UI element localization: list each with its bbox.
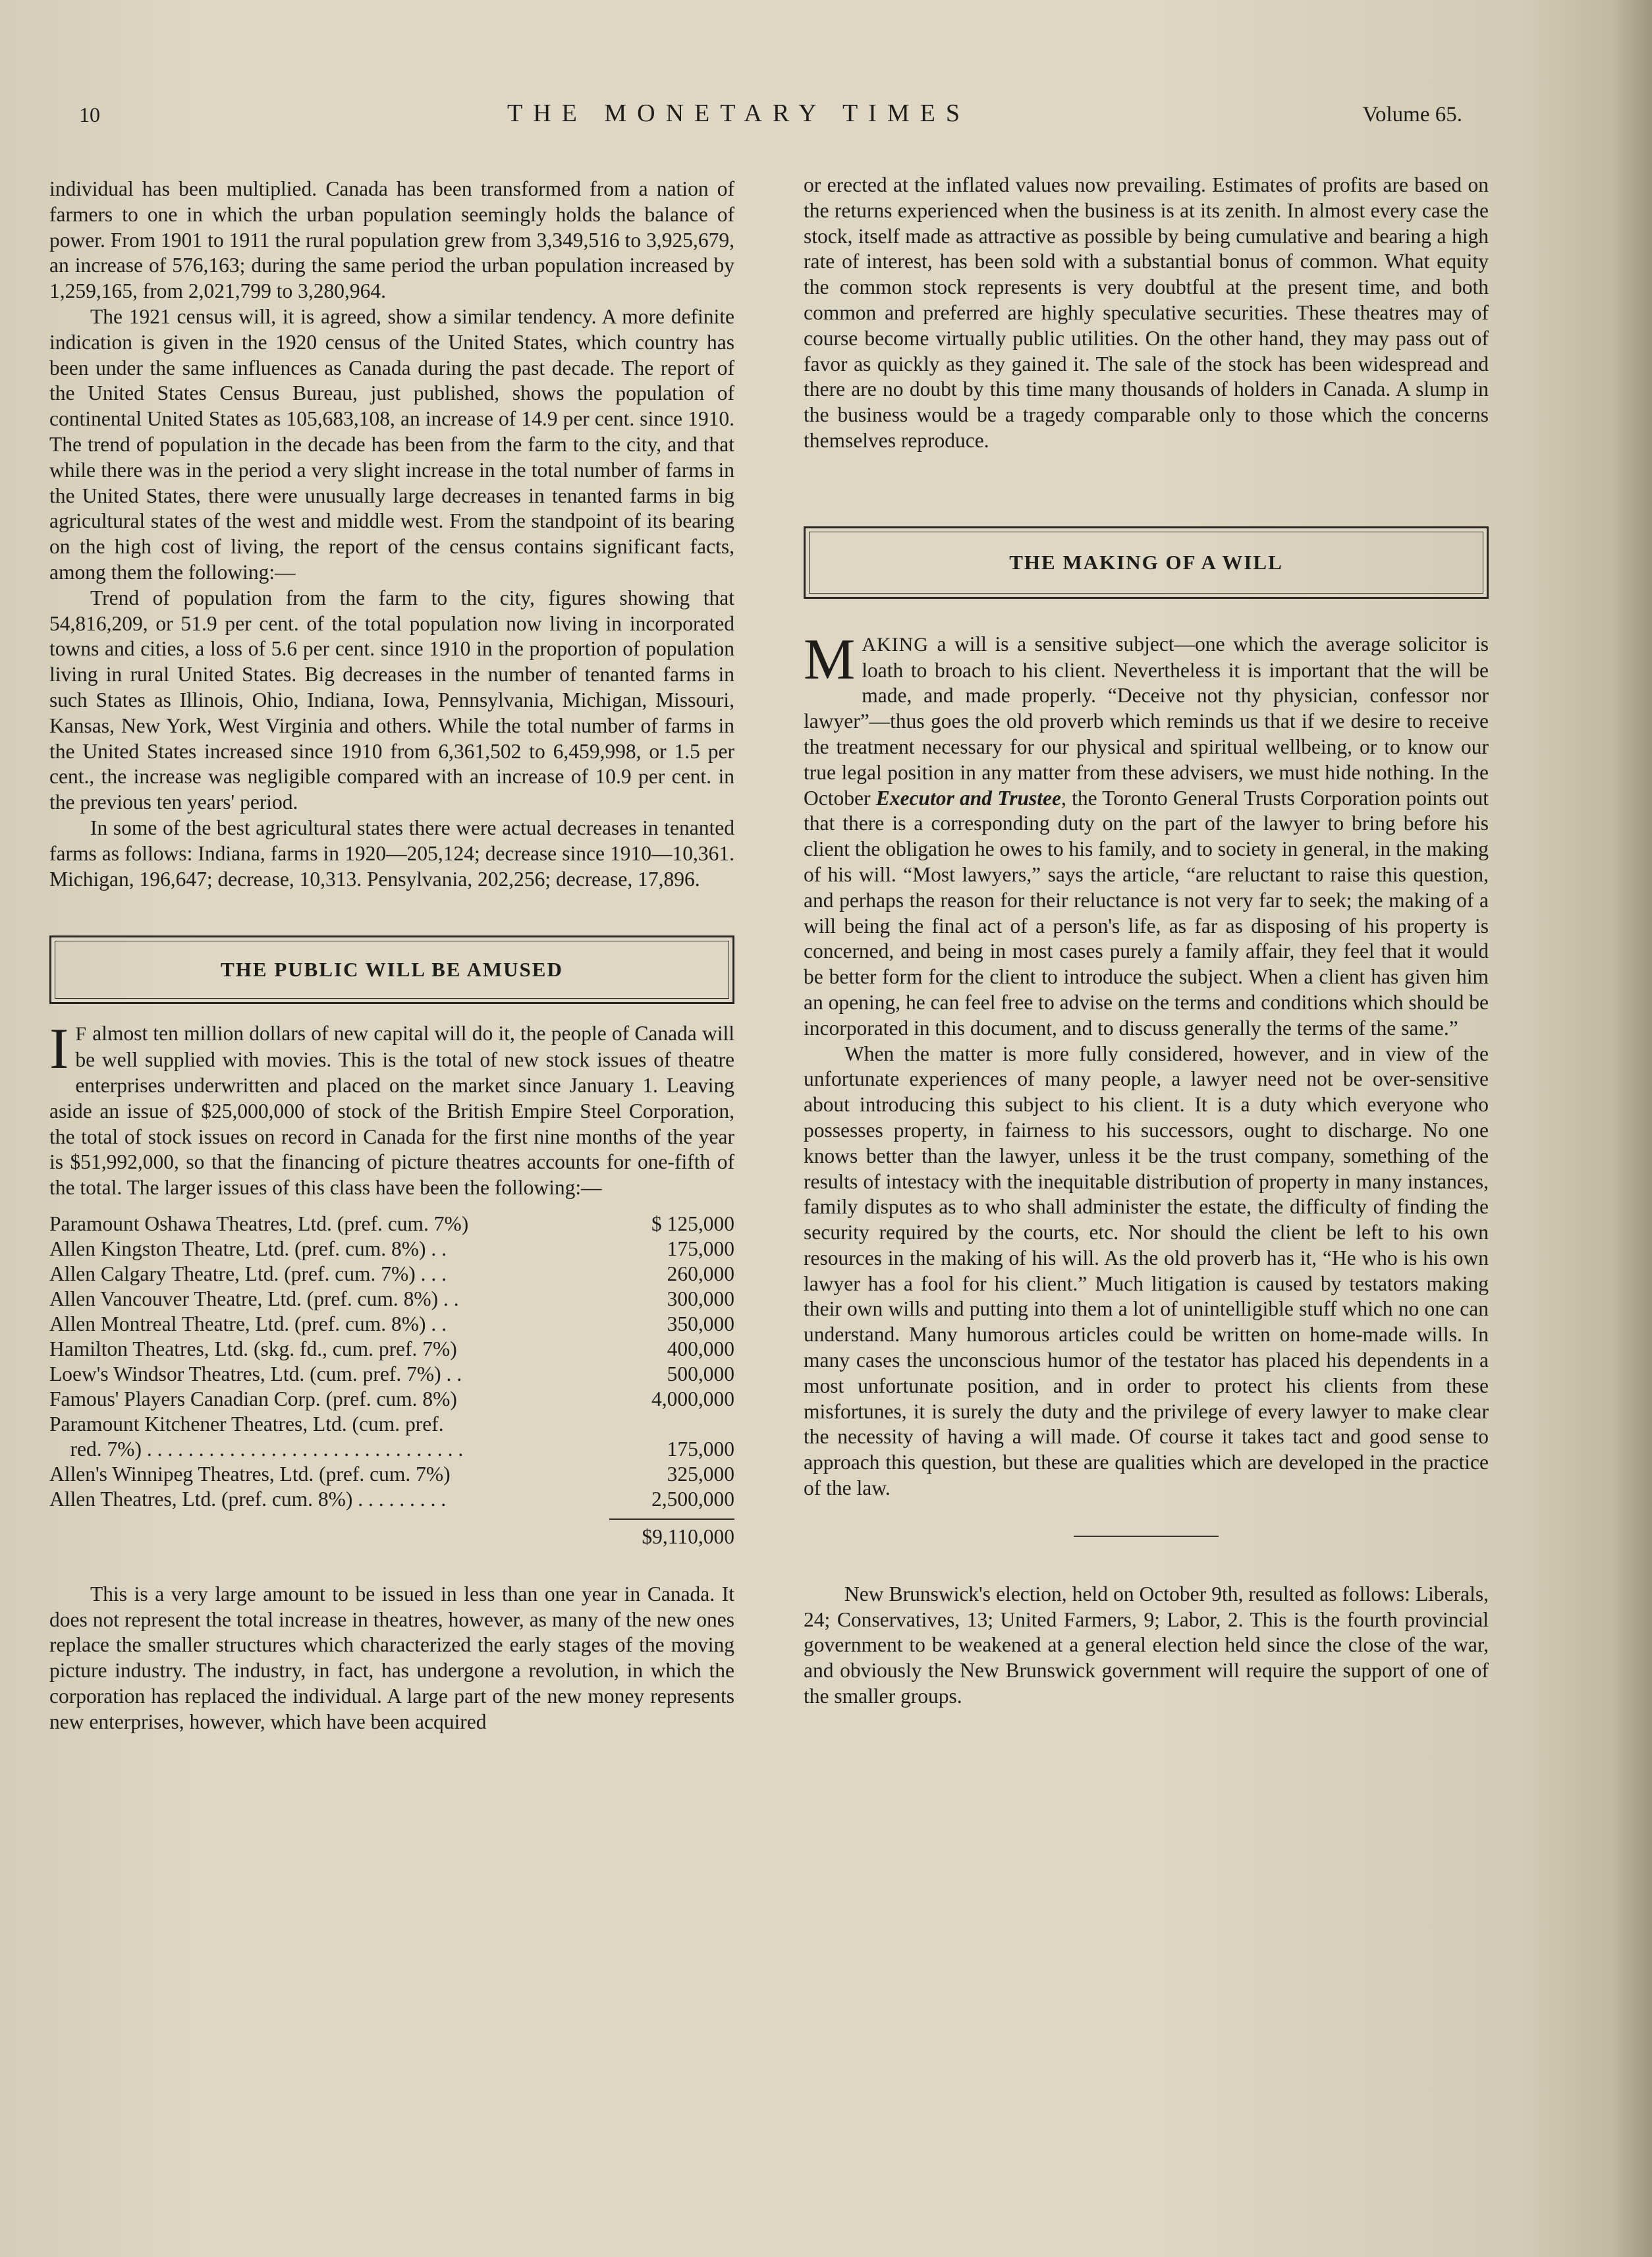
right-column <box>804 173 1489 1710</box>
issue-row <box>49 1412 734 1437</box>
issue-name: Paramount Kitchener Theatres, Ltd. (cum. pref. <box>49 1412 444 1435</box>
issue-row <box>49 1437 734 1462</box>
article-paragraph: This is a very large amount to be issued in less than one year in Canada. It does not represent the total increase in theatres, however, as many of the new ones replace the smaller structures which characterized the early stages of the moving picture industry. The industry, in fact, has undergone a revolution, in which the corporation has replaced the individual. A large part of the new money represents new enterprises, however, which have been acquired <box>49 1582 734 1733</box>
total-rule <box>609 1519 734 1520</box>
issues-total: $9,110,000 <box>642 1524 734 1548</box>
issue-name: Allen Calgary Theatre, Ltd. (pref. cum. 7%) . . . <box>49 1262 447 1285</box>
page-gutter-shadow <box>1612 0 1652 2257</box>
section-divider <box>1074 1536 1219 1537</box>
volume-label: Volume 65. <box>1362 103 1462 126</box>
issue-row <box>49 1362 734 1387</box>
issue-name: red. 7%) . . . . . . . . . . . . . . . . . . . . . . . . . . . . . . . <box>49 1437 464 1461</box>
news-brief: New Brunswick's election, held on October 9th, resulted as follows: Liberals, 24; Conservatives, 13; United Farmers, 9; Labor, 2. This is the fourth provincial government to be weakened at a general election held since the close of the war, and obviously the New Brunswick government will require the support of one of the smaller groups. <box>804 1582 1489 1708</box>
issue-name: Hamilton Theatres, Ltd. (skg. fd., cum. pref. 7%) <box>49 1337 457 1360</box>
stock-issues-table <box>49 1212 734 1512</box>
section-title: THE MAKING OF A WILL <box>1009 550 1283 574</box>
article-paragraph: or erected at the inflated values now prevailing. Estimates of profits are based on the returns experienced when the business is at its zenith. In almost every case the stock, itself made as attractive as possible by being cumulative and bearing a high rate of interest, has been sold with a substantial bonus of common. What equity the common stock represents is very doubtful at the present time, and both common and preferred are highly speculative securities. These theatres may of course become virtually public utilities. On the other hand, they may pass out of favor as quickly as they gained it. The sale of the stock has been widespread and there are no doubt by this time many thousands of holders in Canada. A slump in the business would be a tragedy comparable only to those which the concerns themselves reproduce. <box>804 173 1489 452</box>
section-title: THE PUBLIC WILL BE AMUSED <box>221 958 563 982</box>
issue-amount: 350,000 <box>667 1312 734 1335</box>
issue-row <box>49 1312 734 1337</box>
lead-word: F <box>75 1023 87 1045</box>
issue-row <box>49 1487 734 1512</box>
issue-row <box>49 1462 734 1487</box>
article-paragraph: When the matter is more fully considered, however, and in view of the unfortunate experiences of many people, a lawyer need not be over-sensitive about introducing this subject to his client. It is a duty which everyone who possesses property, in fairness to his successors, ought to discharge. No one knows better than the lawyer, unless it be the trust company, something of the results of intestacy with the inequitable distribution of property in many instances, family disputes as to who shall administer the estate, the difficulty of finding the security required by the courts, etc. Nor should the client be left to his own resources in the making of his will. As the old proverb has it, “He who is his own lawyer has a fool for his client.” Much litigation is caused by testators making their own wills and putting into them a lot of unintelligible stuff which no one can understand. Many humorous articles could be written on home-made wills. In many cases the unconscious humor of the testator has placed his dependents in a most unfortunate position, and in order to protect his clients from these misfortunes, it is surely the duty and the privilege of every lawyer to make clear the necessity of having a will made. Of course it takes tact and good sense to approach this question, but these are qualities which are developed in the practice of the law. <box>804 1042 1489 1500</box>
drop-cap: I <box>49 1017 69 1082</box>
lead-word: AKING <box>862 633 929 655</box>
page-number: 10 <box>79 103 100 126</box>
issue-row <box>49 1287 734 1312</box>
left-column <box>49 177 734 1735</box>
issue-amount: 175,000 <box>667 1437 734 1461</box>
section-heading-box <box>49 935 734 1004</box>
issue-name: Allen's Winnipeg Theatres, Ltd. (pref. cum. 7%) <box>49 1462 451 1486</box>
issue-amount: 4,000,000 <box>651 1387 734 1410</box>
issue-amount: 325,000 <box>667 1462 734 1486</box>
issue-row <box>49 1237 734 1262</box>
issue-name: Loew's Windsor Theatres, Ltd. (cum. pref. 7%) . . <box>49 1362 462 1385</box>
issue-amount: 500,000 <box>667 1362 734 1385</box>
issue-name: Famous' Players Canadian Corp. (pref. cum. 8%) <box>49 1387 457 1410</box>
article-paragraph: In some of the best agricultural states there were actual decreases in tenanted farms as follows: Indiana, farms in 1920—205,124; decrease since 1910—10,361. Michigan, 196,647; decrease, 10,313. Pensylvania, 202,256; decrease, 17,896. <box>49 816 734 891</box>
issue-amount: $ 125,000 <box>651 1212 734 1235</box>
issue-amount: 300,000 <box>667 1287 734 1310</box>
issue-row <box>49 1262 734 1287</box>
paragraph-text: almost ten million dollars of new capital will do it, the people of Canada will be well supplied with movies. This is the total of new stock issues of theatre enterprises underwritten and placed on the market since January 1. Leaving aside an issue of $25,000,000 of stock of the British Empire Steel Corporation, the total of stock issues on record in Canada for the first nine months of the year is $51,992,000, so that the financing of picture theatres accounts for one-fifth of the total. The larger issues of this class have been the following:— <box>49 1022 734 1200</box>
paragraph-text: a will is a sensitive subject—one which the average solicitor is loath to broach to his client. Nevertheless it is important that the will be made, and made properly. “Deceive not thy physician, confessor nor lawyer”—thus goes the old proverb which reminds us that if we desire to receive the treatment necessary for our physical and spiritual wellbeing, or to know our true legal position in any matter from these advisers, we must hide nothing. In the October <box>804 632 1489 810</box>
publication-title: Executor and Trustee <box>875 786 1062 810</box>
article-paragraph <box>49 1017 734 1201</box>
issue-amount: 175,000 <box>667 1237 734 1260</box>
masthead-title: THE MONETARY TIMES <box>507 99 970 127</box>
article-paragraph <box>804 627 1489 1042</box>
article-paragraph: Trend of population from the farm to the city, figures showing that 54,816,209, or 51.9 per cent. of the total population now living in incorporated towns and cities, a loss of 5.6 per cent. since 1910 in the proportion of population living in rural United States. Big decreases in the number of tenanted farms in such States as Illinois, Ohio, Indiana, Iowa, Pennsylvania, Michigan, Missouri, Kansas, New York, West Virginia and others. While the total number of farms in the United States increased since 1910 from 6,361,502 to 6,459,998, or 1.5 per cent., the increase was negligible compared with an increase of 10.9 per cent. in the previous ten years' period. <box>49 586 734 814</box>
issue-amount: 260,000 <box>667 1262 734 1285</box>
issue-name: Allen Kingston Theatre, Ltd. (pref. cum. 8%) . . <box>49 1237 447 1260</box>
issue-row <box>49 1212 734 1237</box>
issue-amount: 2,500,000 <box>651 1487 734 1511</box>
issue-name: Paramount Oshawa Theatres, Ltd. (pref. cum. 7%) <box>49 1212 469 1235</box>
paragraph-text: , the Toronto General Trusts Corporation points out that there is a corresponding duty on the part of the lawyer to bring before his client the obligation he owes to his family, and to society in general, in the making of his will. “Most lawyers,” says the article, “are reluctant to raise this question, and perhaps the reason for their reluctance is not very far to seek; the making of a will being the final act of a person's life, as far as disposing of his property is concerned, and being in most cases purely a family affair, they feel that it would be better form for the client to introduce the subject. When a client has given him an opening, he can feel free to advise on the terms and conditions which should be incorporated in this document, and to discuss generally the terms of the same.” <box>804 786 1489 1040</box>
article-paragraph: individual has been multiplied. Canada has been transformed from a nation of farmers to one in which the urban population seemingly holds the balance of power. From 1901 to 1911 the rural population grew from 3,349,516 to 3,925,679, an increase of 576,163; during the same period the urban population increased by 1,259,165, from 2,021,799 to 3,280,964. <box>49 177 734 303</box>
article-paragraph: The 1921 census will, it is agreed, show a similar tendency. A more definite indication is given in the 1920 census of the United States, which country has been under the same influences as Canada during the past decade. The report of the United States Census Bureau, just published, shows the population of continental United States as 105,683,108, an increase of 14.9 per cent. since 1910. The trend of population in the decade has been from the farm to the city, and that while there was in the period a very slight increase in the total number of farms in the United States, there were unusually large decreases in tenanted farms in big agricultural states of the west and middle west. From the standpoint of its bearing on the high cost of living, the report of the census contains significant facts, among them the following:— <box>49 304 734 584</box>
issue-amount: 400,000 <box>667 1337 734 1360</box>
page-header <box>79 99 1462 138</box>
issue-name: Allen Montreal Theatre, Ltd. (pref. cum. 8%) . . <box>49 1312 447 1335</box>
issue-row <box>49 1387 734 1412</box>
section-heading-box <box>804 526 1489 599</box>
issue-name: Allen Vancouver Theatre, Ltd. (pref. cum. 8%) . . <box>49 1287 459 1310</box>
drop-cap: M <box>804 627 856 692</box>
issue-row <box>49 1337 734 1362</box>
issue-name: Allen Theatres, Ltd. (pref. cum. 8%) . . . . . . . . . <box>49 1487 447 1511</box>
